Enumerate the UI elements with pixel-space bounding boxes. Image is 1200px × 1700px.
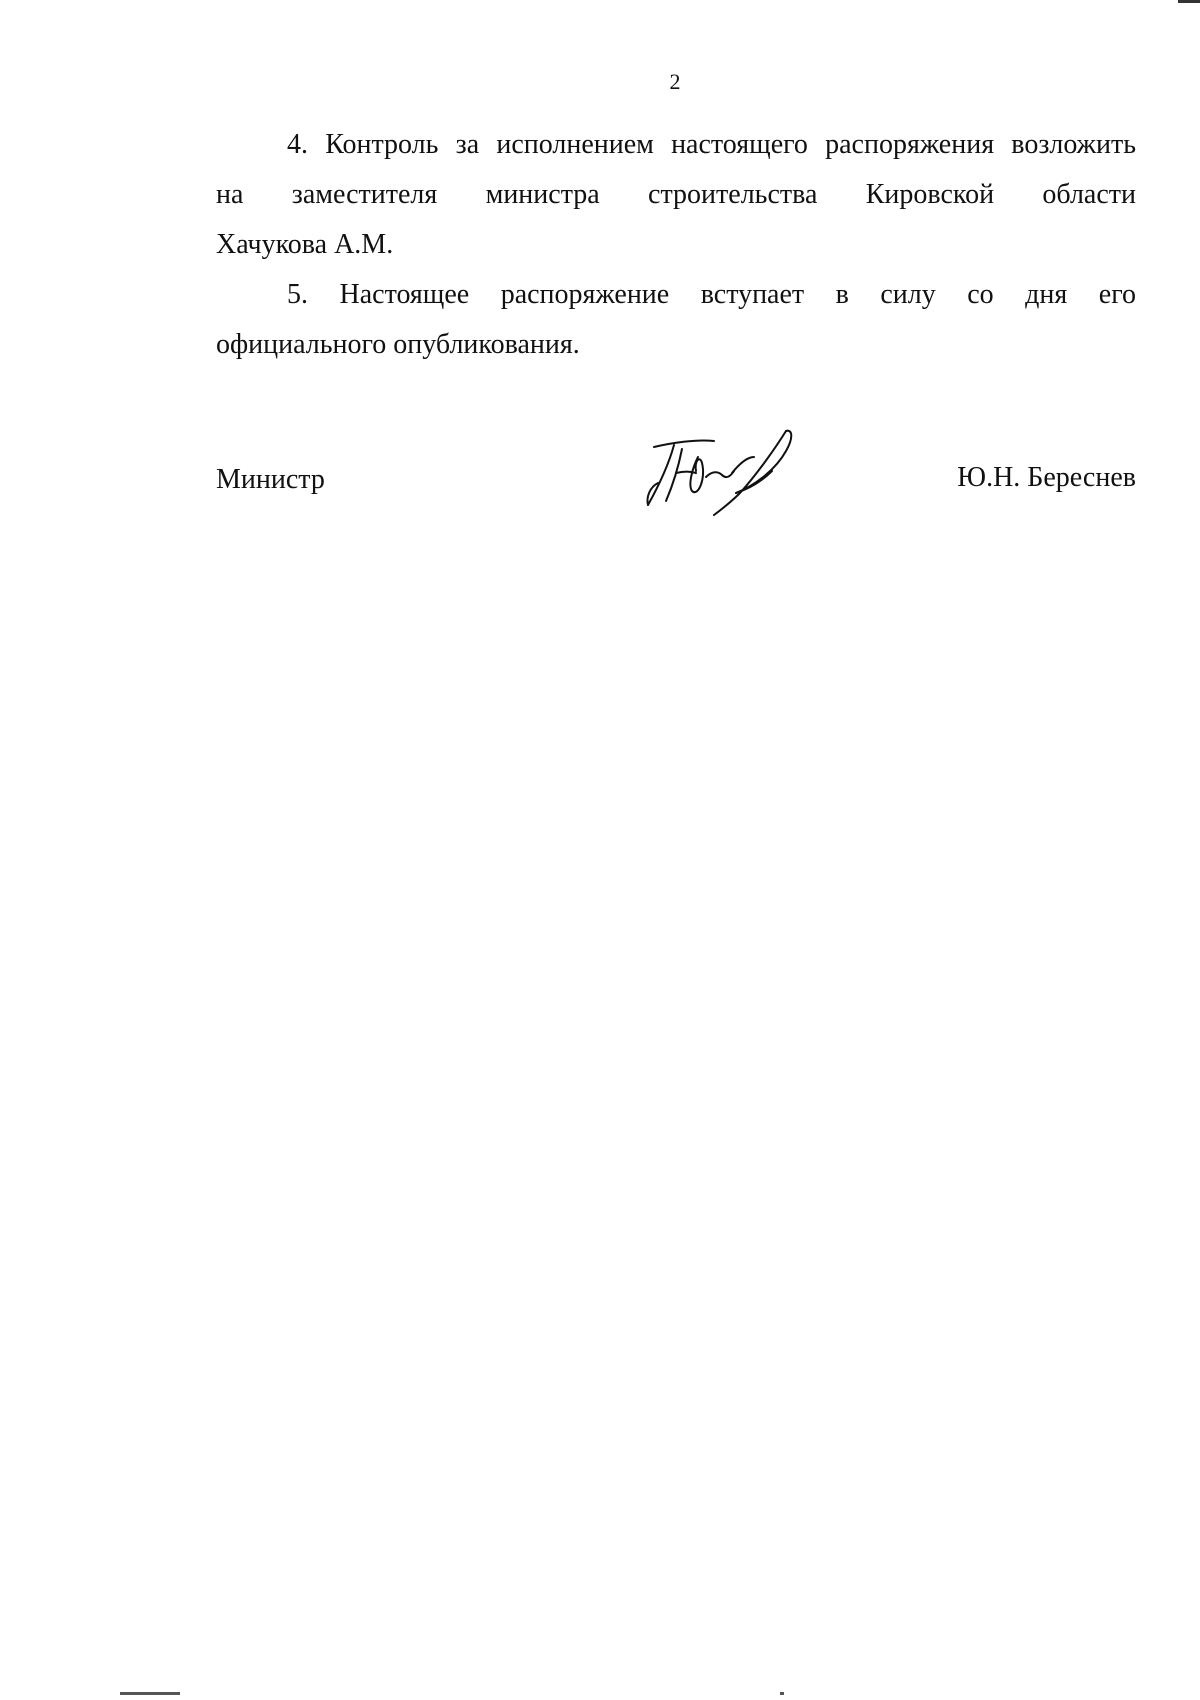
paragraph-4 <box>216 120 1136 270</box>
handwritten-signature <box>636 427 806 517</box>
paragraph-line: 5. Настоящее распоряжение вступает в силу со дня его <box>287 279 1136 310</box>
signature-block <box>216 455 1136 515</box>
page-number: 2 <box>669 69 681 94</box>
paragraph-line: официального опубликования. <box>216 329 580 360</box>
document-body <box>216 120 1136 370</box>
signatory-title: Министр <box>216 464 325 495</box>
paragraph-line: на заместителя министра строительства Кировской области <box>216 179 1136 210</box>
scan-artifact <box>1178 0 1200 3</box>
paragraph-line: 4. Контроль за исполнением настоящего распоряжения возложить <box>287 129 1136 160</box>
scan-artifact <box>0 1692 1200 1698</box>
signatory-name: Ю.Н. Береснев <box>957 462 1136 493</box>
paragraph-line: Хачукова А.М. <box>216 229 394 260</box>
paragraph-5 <box>216 270 1136 370</box>
